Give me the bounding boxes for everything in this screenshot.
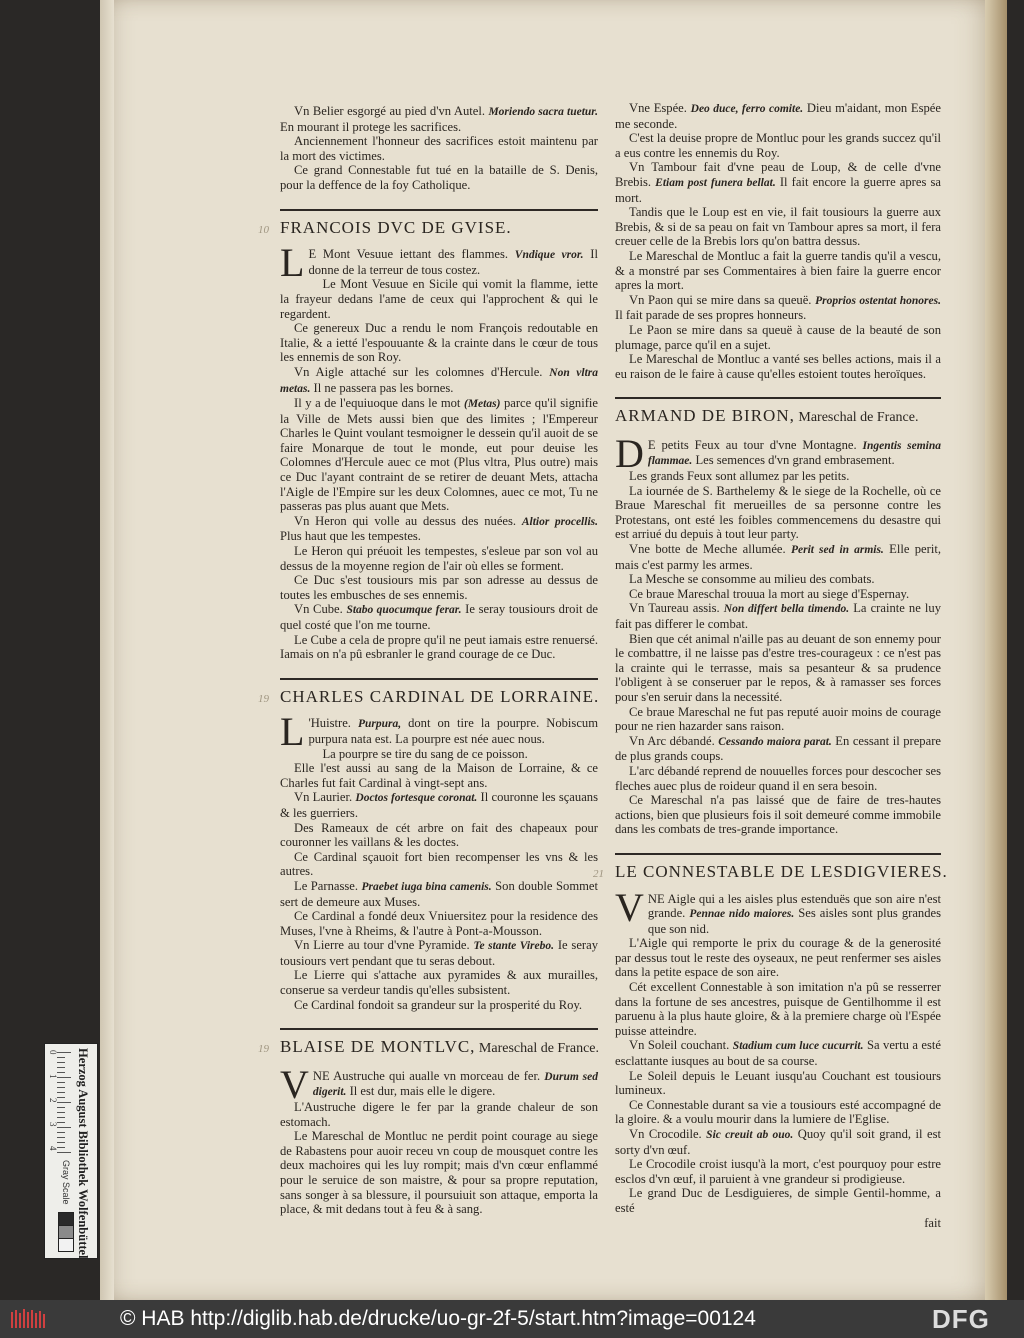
section-divider: [280, 1028, 598, 1030]
paragraph: [615, 632, 941, 705]
paragraph: [615, 1069, 941, 1098]
paragraph-text: Le Mareschal de Montluc ne perdit point courage au siege de Rabastens pour auoir receu vn coup de mousquet contre les deux machoires qui les luy rompit; mais d'vn cœur enflammé pour le seruice de son maistre, & pour sa propre reputation, sans songer à sa blessure, il poursuiuit son attaque, emporta la place, & mit dedans tout à feu & à sang.: [280, 1129, 598, 1217]
paragraph: [615, 601, 941, 631]
paragraph-text: Ce genereux Duc a rendu le nom François redoutable en Italie, & a ietté l'espouuante & la crainte dans le cœur de tous les ennemis de son Roy.: [280, 321, 598, 365]
paragraph-text: Vn Laurier.: [294, 790, 356, 805]
paragraph-text: L'Austruche digere le fer par la grande chaleur de son estomach.: [280, 1100, 598, 1129]
paragraph-text: Ce Connestable durant sa vie a tousiours esté accompagné de la gloire. & a voulu mourir dans la lumiere de l'Eglise.: [615, 1097, 941, 1127]
margin-number: 19: [258, 692, 269, 705]
motto-text: Non differt bella timendo.: [723, 603, 850, 616]
book-edge: [985, 0, 1007, 1300]
paragraph-text: Elle l'est aussi au sang de la Maison de Lorraine, & ce Charles fut fait Cardinal à vingt-sept ans.: [280, 761, 598, 790]
paragraph-text: Vn Arc débandé.: [629, 733, 719, 748]
paragraph: [615, 293, 941, 323]
margin-number: 19: [258, 1043, 269, 1056]
section-divider: [615, 397, 941, 399]
paragraph: [280, 1061, 598, 1107]
drop-cap: D: [615, 430, 644, 476]
paragraph-text: Elle perit, mais c'est parmy les armes.: [615, 542, 941, 572]
paragraph-text: En mourant il protege les sacrifices.: [280, 119, 462, 134]
paragraph-text: Le Crocodile croist iusqu'à la mort, c'est pourquoy pour estre esclos d'vn œuf, il paruient à vne grandeur si prodigieuse.: [615, 1157, 941, 1186]
motto-text: Purpura,: [357, 718, 402, 731]
section-title: BLAISE DE MONTLVC,: [280, 1037, 476, 1057]
paragraph-text: Le Mont Vesuue en Sicile qui vomit la flamme, iette la frayeur dedans l'ame de ceux qui l'approchent & qui le regardent.: [280, 277, 598, 321]
paragraph-text: Ses aisles sont plus grandes que son nid.: [647, 906, 941, 936]
ruler-tick: [57, 1062, 65, 1063]
paragraph-text: Ce grand Connestable fut tué en la bataille de S. Denis, pour la deffence de la foy Catholique.: [280, 163, 598, 192]
ruler-tick: [57, 1077, 71, 1078]
ruler-tick: [57, 1097, 65, 1098]
paragraph-text: Son double Sommet sert de demeure aux Muses.: [280, 878, 599, 909]
paragraph: [280, 277, 598, 321]
section-divider: [615, 853, 941, 855]
ruler-tick: [57, 1052, 71, 1053]
motto-text: Stabo quocumque ferar.: [346, 604, 462, 617]
section-divider: [280, 209, 598, 211]
section-title: CHARLES CARDINAL DE LORRAINE.: [280, 686, 600, 706]
paragraph: [280, 1129, 598, 1217]
ruler-number: 0: [48, 1050, 58, 1055]
paragraph: [280, 747, 598, 762]
ruler-tick: [57, 1082, 65, 1083]
motto-text: Moriendo sacra tuetur.: [488, 106, 598, 118]
paragraph: [615, 980, 941, 1038]
paragraph-text: Le Lierre qui s'attache aux pyramides & aux murailles, conserue sa verdeur tandis qu'elles subsistent.: [280, 968, 598, 998]
paragraph-text: parce qu'il signifie la Ville de Mets aussi bien que des limites ; l'Empereur Charles le Quint voulant tesmoigner le dessein qu'il auoit de se faire Monarque de tout le monde, eut pour deuise les Colomnes d'Hercule auec ce mot (Plus vltra, Plus outre) mais ce Duc l'ayant contraint de se retirer de deuant Mets, attacha l'Aigle de l'Empire sur les deux Colomnes, auec ce mot, Tu ne passeras pas plus auant que Mets.: [280, 396, 598, 514]
paragraph: [615, 469, 941, 484]
section-divider: [280, 678, 598, 680]
paragraph-text: Bien que cét animal n'aille pas au deuant de son ennemy pour le combattre, il ne laisse pas d'estre tres-courageux : ce n'est pas la crainte qui le terrasse, mais sa pesanteur & sa prudence l'obligent à se conseruer par le repos, & à ramasser ses forces pour s'en seruir dans la necessité.: [615, 631, 941, 704]
color-scale-ruler: [44, 1043, 98, 1259]
catchword: fait: [924, 1215, 941, 1230]
paragraph: [280, 998, 598, 1013]
motto-text: Cessando maiora parat.: [718, 735, 832, 748]
paragraph: [615, 572, 941, 587]
paragraph: [615, 587, 941, 602]
paragraph-text: Il couronne les sçauans & les guerriers.: [280, 790, 598, 820]
paragraph-text: L'Aigle qui remporte le prix du courage & de la generosité par dessus tout le reste des oyseaux, ne peut renfermer ses aisles dans la petite espace de son aire.: [615, 936, 941, 980]
ruler-tick: [57, 1092, 65, 1093]
paragraph: [615, 1038, 941, 1068]
motto-text: Pennae nido maiores.: [689, 908, 795, 921]
paragraph-text: dont on tire la pourpre. Nobiscum purpura nata est. La pourpre est née auec nous.: [308, 716, 598, 746]
paragraph: [280, 104, 598, 134]
paragraph: [615, 936, 941, 980]
ruler-tick: [57, 1152, 71, 1153]
paragraph: [280, 968, 598, 997]
right-column: [593, 101, 948, 1230]
paragraph-text: Le Soleil depuis le Leuant iusqu'au Couchant est tousiours lumineux.: [615, 1068, 941, 1098]
paragraph: [615, 884, 941, 937]
drop-cap: L: [280, 240, 305, 286]
paragraph-text: Le Parnasse.: [294, 878, 362, 893]
section-heading: [615, 406, 941, 426]
paragraph-text: Vn Belier esgorgé au pied d'vn Autel.: [294, 104, 489, 118]
paragraph-text: Sa vertu a esté esclattante iusques au bout de sa course.: [615, 1038, 941, 1069]
paragraph: [280, 573, 598, 602]
ruler-number: 1: [48, 1074, 58, 1079]
paragraph: [615, 131, 941, 160]
drop-cap: L: [280, 709, 305, 755]
paragraph-text: Il fait encore la guerre apres sa mort.: [615, 174, 941, 205]
motto-text: Sic creuit ab ouo.: [706, 1129, 794, 1141]
paragraph-text: Ce braue Mareschal ne fut pas reputé auoir moins de courage pour ne rien hazarder sans raison.: [615, 704, 941, 734]
paragraph-text: Le Paon se mire dans sa queuë à cause de la beauté de son plumage, parce qu'il en a sujet.: [615, 322, 941, 352]
section-heading: [258, 217, 598, 237]
drop-cap: V: [615, 884, 644, 930]
paragraph-text: Vn Cube.: [294, 602, 347, 617]
paragraph-text: NE Austruche qui aualle vn morceau de fer.: [312, 1068, 545, 1083]
margin-number: 10: [258, 223, 269, 236]
paragraph-text: Vn Soleil couchant.: [629, 1038, 733, 1053]
paragraph-text: Le Heron qui préuoit les tempestes, s'esleue par son vol au dessus de la moyenne region de l'air où elles se forment.: [280, 544, 598, 573]
paragraph-text: Vn Crocodile.: [629, 1127, 707, 1141]
ruler-tick: [57, 1067, 65, 1068]
gray-swatch: [58, 1225, 74, 1239]
paragraph-text: E Mont Vesuue iettant des flammes.: [308, 247, 515, 262]
paragraph: [280, 938, 598, 968]
paragraph: [615, 323, 941, 352]
ruler-tick: [57, 1132, 65, 1133]
paragraph-text: Ie seray tousiours vert pendant que tu seras debout.: [280, 938, 599, 968]
ruler-tick: [57, 1137, 65, 1138]
ruler-tick: [57, 1107, 65, 1108]
paragraph-text: NE Aigle qui a les aisles plus estenduës que son aire n'est grande.: [647, 891, 941, 921]
paragraph-text: La crainte ne luy fait pas differer le combat.: [615, 601, 942, 631]
footer-url[interactable]: © HAB http://diglib.hab.de/drucke/uo-gr-2f-5/start.htm?image=00124: [120, 1307, 756, 1330]
paragraph-text: Vn Paon qui se mire dans sa queuë.: [629, 292, 816, 307]
paragraph-text: Dieu m'aidant, mon Espée me seconde.: [615, 101, 941, 131]
section-subtitle: Mareschal de France.: [475, 1041, 600, 1057]
paragraph: [280, 821, 598, 850]
paragraph-text: Vn Tambour fait d'vne peau de Loup, & de celle d'vne Brebis.: [615, 160, 941, 189]
paragraph: [280, 134, 598, 163]
paragraph-text: Vn Lierre au tour d'vne Pyramide.: [294, 938, 474, 953]
paragraph-text: Ce Cardinal a fondé deux Vniuersitez pour la residence des Muses, l'vne à Rheims, & l'autre à Pont-a-Mousson.: [280, 909, 598, 938]
paragraph-text: La pourpre se tire du sang de ce poisson.: [322, 746, 528, 761]
paragraph: [280, 761, 598, 790]
ruler-title: Herzog August Bibliothek Wolfenbüttel: [76, 1048, 90, 1259]
paragraph-text: Ie seray tousiours droit de quel costé que l'on me tourne.: [280, 602, 599, 632]
paragraph-text: En cessant il prepare de plus grands coups.: [615, 733, 941, 764]
section-subtitle: Mareschal de France.: [794, 410, 919, 426]
paragraph: [280, 240, 598, 286]
paragraph-text: Ce Mareschal n'a pas laissé que de faire de tres-hautes actions, bien que plusieurs fois il soit demeuré comme immobile dans les combats de tres-grande importance.: [615, 793, 941, 837]
section-heading: [258, 686, 600, 706]
motto-text: Doctos fortesque coronat.: [355, 792, 478, 805]
section-heading: [593, 861, 948, 881]
ruler-tick: [57, 1122, 65, 1123]
paragraph: [615, 764, 941, 793]
ruler-number: 3: [48, 1122, 58, 1127]
motto-text: (Metas): [463, 398, 501, 411]
paragraph: [615, 101, 941, 131]
paragraph-text: Anciennement l'honneur des sacrifices estoit maintenu par la mort des victimes.: [280, 134, 598, 163]
ruler-number: 2: [48, 1098, 58, 1103]
paragraph: [615, 1098, 941, 1127]
ruler-tick: [57, 1147, 65, 1148]
paragraph-text: Vn Heron qui volle au dessus des nuées.: [294, 513, 522, 528]
paragraph: [280, 544, 598, 573]
paragraph-text: Tandis que le Loup est en vie, il fait tousiours la guerre aux Brebis, & si de sa peau on fait vn Tambour apres sa mort, il fera creuer celle de la Brebis lors qu'on battra dessus.: [615, 205, 941, 249]
gray-swatch: [58, 1238, 74, 1252]
motto-text: Proprios ostentat honores.: [815, 294, 941, 307]
paragraph: [615, 1157, 941, 1186]
paragraph-text: Il ne passera pas les bornes.: [310, 380, 454, 395]
motto-text: Durum sed digerit.: [312, 1070, 598, 1099]
paragraph-text: Quoy qu'il soit grand, il est sorty d'vn œuf.: [615, 1127, 942, 1157]
paragraph-text: C'est la deuise propre de Montluc pour les grands succez qu'il a eus contre les ennemis du Roy.: [615, 131, 941, 160]
paragraph: [280, 850, 598, 879]
gray-scale-label: Gray Scale: [61, 1160, 71, 1205]
ruler-tick: [57, 1117, 65, 1118]
ruler-tick: [57, 1057, 65, 1058]
margin-number: 21: [593, 867, 604, 880]
motto-text: Etiam post funera bellat.: [655, 176, 776, 189]
paragraph-text: Vn Taureau assis.: [629, 601, 724, 616]
paragraph: [280, 602, 598, 632]
paragraph-text: Il y a de l'equiuoque dans le mot: [294, 396, 464, 411]
paragraph-text: Les semences d'vn grand embrasement.: [692, 453, 895, 468]
paragraph: [615, 1186, 941, 1215]
motto-text: Deo duce, ferro comite.: [690, 103, 804, 115]
paragraph-text: La iournée de S. Barthelemy & le siege de la Rochelle, où ce Braue Mareschal fit merueilles de sa personne contre les Protestans, ont esté les foibles commencemens du desastre qui est arriué du depuis à tout leur party.: [615, 483, 941, 542]
paragraph: [615, 484, 941, 542]
page-gutter: [100, 0, 114, 1300]
hab-logo-icon: [10, 1308, 48, 1330]
ruler-tick: [57, 1127, 71, 1128]
paragraph-text: Le Mareschal de Montluc a vanté ses belles actions, mais il a eu raison de le faire à cause qu'elles estoient toutes heroïques.: [615, 352, 941, 381]
paragraph: [615, 1127, 941, 1157]
footer-bar: [0, 1300, 1024, 1338]
paragraph-text: Il est dur, mais elle le digere.: [346, 1084, 496, 1099]
ruler-tick: [57, 1087, 65, 1088]
ruler-number: 4: [48, 1146, 58, 1151]
paragraph-text: Il fait parade de ses propres honneurs.: [615, 308, 807, 323]
section-title: ARMAND DE BIRON,: [615, 406, 795, 426]
paragraph-text: Le Cube a cela de propre qu'il ne peut iamais estre renuersé. Iamais on n'a pû esbranler le grand courage de ce Duc.: [280, 632, 598, 662]
ruler-tick: [57, 1072, 65, 1073]
paragraph-text: Ce Cardinal fondoit sa grandeur sur la prosperité du Roy.: [294, 997, 583, 1012]
paragraph: [280, 163, 598, 192]
paragraph-text: Le Mareschal de Montluc a fait la guerre tandis qu'il a vescu, & a monstré par ses Commentaires à bien faire la guerre encor apres la mort.: [615, 248, 941, 293]
motto-text: Stadium cum luce cucurrit.: [732, 1040, 864, 1053]
ruler-tick: [57, 1112, 65, 1113]
paragraph: [280, 396, 598, 514]
paragraph-text: Cét excellent Connestable à son imitation n'a pû se resserrer dans la fortune de ses ancestres, puisque de Gentilhomme il est paruenu à la plus haute gloire, & à la premiere charge où l'Espée puisse atteindre.: [615, 980, 941, 1038]
paragraph-text: Vne botte de Meche allumée.: [629, 542, 791, 557]
paragraph-text: Plus haut que les tempestes.: [280, 529, 421, 544]
paragraph: [615, 793, 941, 837]
paragraph-text: Le grand Duc de Lesdiguieres, de simple Gentil-homme, a esté: [615, 1186, 941, 1215]
paragraph-text: Ce Duc s'est tousiours mis par son adresse au dessus de toutes les embusches de ses ennemis.: [280, 573, 598, 602]
paragraph-text: L'arc débandé reprend de nouuelles forces pour descocher ses fleches auec plus de roideur quand il en sera besoin.: [615, 763, 941, 793]
paragraph: [280, 365, 598, 396]
ruler-tick: [57, 1102, 71, 1103]
paragraph: [615, 205, 941, 249]
paragraph-text: La Mesche se consomme au milieu des combats.: [629, 572, 875, 587]
ruler-tick: [57, 1142, 65, 1143]
paragraph-text: 'Huistre.: [308, 716, 358, 731]
paragraph: [615, 352, 941, 381]
paragraph: [615, 542, 941, 572]
paragraph-text: Ce Cardinal sçauoit fort bien recompenser les vns & les autres.: [280, 849, 598, 879]
drop-cap: V: [280, 1061, 309, 1107]
paragraph: [280, 879, 598, 909]
paragraph-text: Vn Aigle attaché sur les colomnes d'Hercule.: [294, 364, 550, 379]
section-heading: [258, 1037, 600, 1057]
motto-text: Praebet iuga bina camenis.: [361, 880, 492, 893]
paragraph: [280, 321, 598, 365]
paragraph: [615, 160, 941, 205]
section-title: LE CONNESTABLE DE LESDIGVIERES.: [615, 861, 948, 881]
paragraph-text: Ce braue Mareschal trouua la mort au siege d'Espernay.: [629, 586, 910, 601]
gray-swatch: [58, 1212, 74, 1226]
dfg-logo: DFG: [932, 1304, 990, 1334]
motto-text: Te stante Virebo.: [473, 940, 554, 953]
paragraph: [280, 514, 598, 544]
motto-text: Perit sed in armis.: [791, 544, 884, 557]
paragraph-text: Il donne de la terreur de tous costez.: [308, 247, 598, 277]
paragraph: [615, 430, 941, 476]
paragraph: [615, 249, 941, 293]
paragraph-text: Des Rameaux de cét arbre on fait des chapeaux pour couronner les vaillans & les doctes.: [280, 820, 598, 850]
paragraph-text: E petits Feux au tour d'vne Montagne.: [647, 437, 863, 452]
motto-text: Non vltra metas.: [280, 366, 598, 395]
paragraph: [280, 633, 598, 662]
paragraph-text: Les grands Feux sont allumez par les petits.: [629, 469, 850, 484]
section-title: FRANCOIS DVC DE GVISE.: [280, 217, 512, 237]
paragraph-text: Vne Espée.: [629, 101, 691, 115]
paragraph: [615, 734, 941, 764]
paragraph: [280, 909, 598, 938]
motto-text: Ingentis semina flammae.: [647, 439, 941, 468]
paragraph: [280, 790, 598, 820]
motto-text: Altior procellis.: [521, 515, 598, 528]
motto-text: Vndique vror.: [514, 249, 584, 262]
paragraph: [615, 705, 941, 734]
paragraph: [280, 1100, 598, 1129]
